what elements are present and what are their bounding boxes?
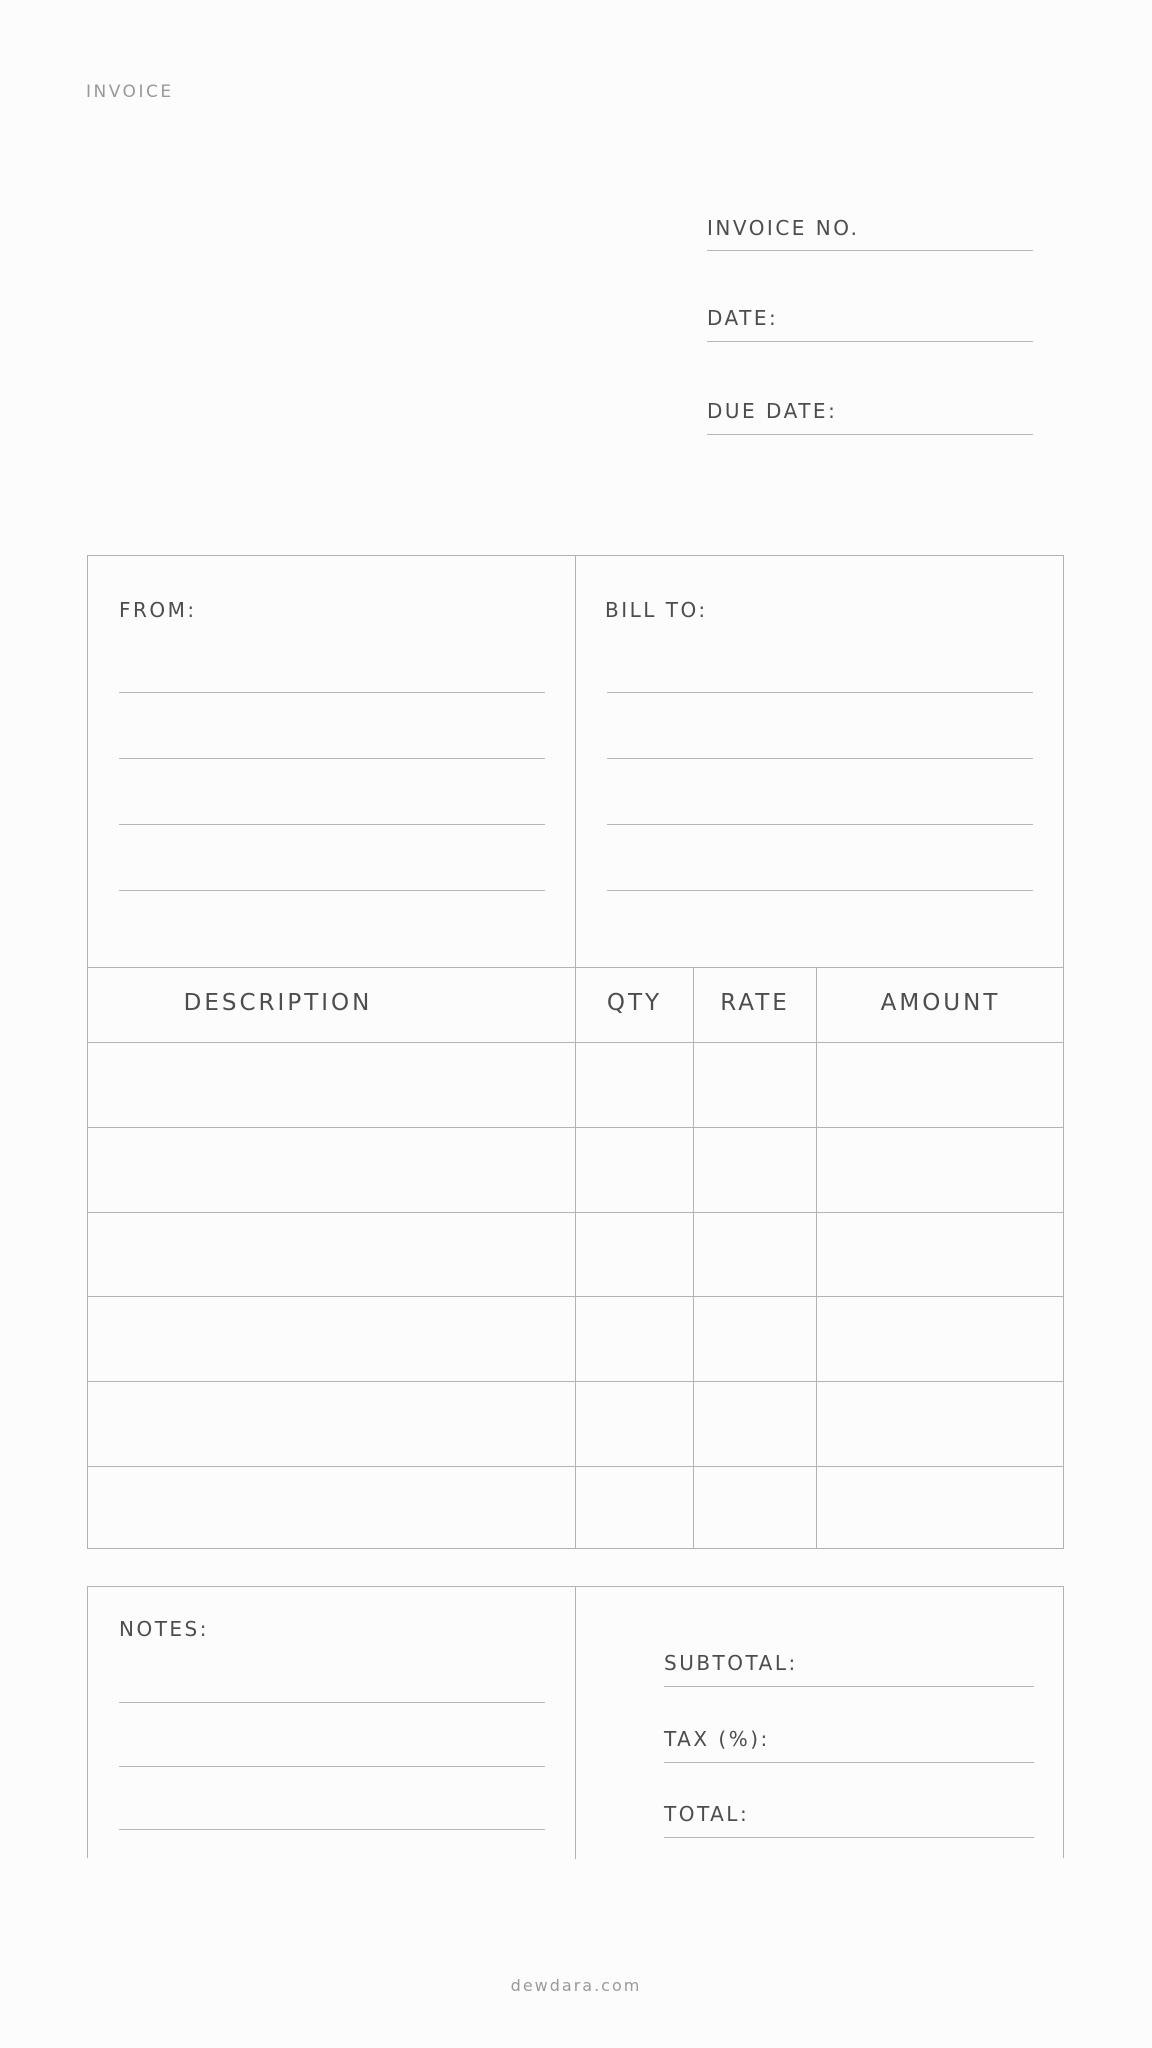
column-divider-rate	[816, 967, 817, 1548]
invoice-no-field[interactable]	[707, 250, 1033, 251]
invoice-main-box	[87, 555, 1064, 1549]
from-line[interactable]	[119, 824, 545, 825]
notes-label: NOTES:	[119, 1617, 209, 1641]
due-date-field[interactable]	[707, 434, 1033, 435]
document-label: INVOICE	[86, 82, 174, 102]
due-date-label: DUE DATE:	[707, 399, 838, 423]
table-header-bottom-line	[88, 1042, 1063, 1043]
tax-label: TAX (%):	[664, 1727, 770, 1751]
table-row-line	[88, 1127, 1063, 1128]
header-amount: AMOUNT	[880, 990, 1001, 1016]
tax-field[interactable]	[664, 1762, 1034, 1763]
column-divider-qty	[693, 967, 694, 1548]
total-field[interactable]	[664, 1837, 1034, 1838]
from-label: FROM:	[119, 598, 197, 622]
invoice-no-label: INVOICE NO.	[707, 216, 860, 240]
date-field[interactable]	[707, 341, 1033, 342]
subtotal-label: SUBTOTAL:	[664, 1651, 798, 1675]
from-line[interactable]	[119, 890, 545, 891]
table-header-top-line	[88, 967, 1063, 968]
table-row-line	[88, 1296, 1063, 1297]
header-qty: QTY	[606, 990, 663, 1016]
subtotal-field[interactable]	[664, 1686, 1034, 1687]
header-description: DESCRIPTION	[183, 990, 373, 1016]
footer-website: dewdara.com	[510, 1976, 642, 1995]
date-label: DATE:	[707, 306, 779, 330]
table-row-line	[88, 1381, 1063, 1382]
notes-line[interactable]	[119, 1829, 545, 1830]
from-line[interactable]	[119, 692, 545, 693]
from-line[interactable]	[119, 758, 545, 759]
invoice-summary-box	[87, 1586, 1064, 1858]
bill-to-line[interactable]	[607, 890, 1033, 891]
header-rate: RATE	[720, 990, 790, 1016]
table-row-line	[88, 1466, 1063, 1467]
column-divider-description	[575, 556, 576, 1548]
bill-to-line[interactable]	[607, 692, 1033, 693]
table-row-line	[88, 1212, 1063, 1213]
notes-line[interactable]	[119, 1702, 545, 1703]
bill-to-label: BILL TO:	[605, 598, 708, 622]
bill-to-line[interactable]	[607, 758, 1033, 759]
bill-to-line[interactable]	[607, 824, 1033, 825]
notes-line[interactable]	[119, 1766, 545, 1767]
summary-divider	[575, 1587, 576, 1859]
total-label: TOTAL:	[664, 1802, 750, 1826]
